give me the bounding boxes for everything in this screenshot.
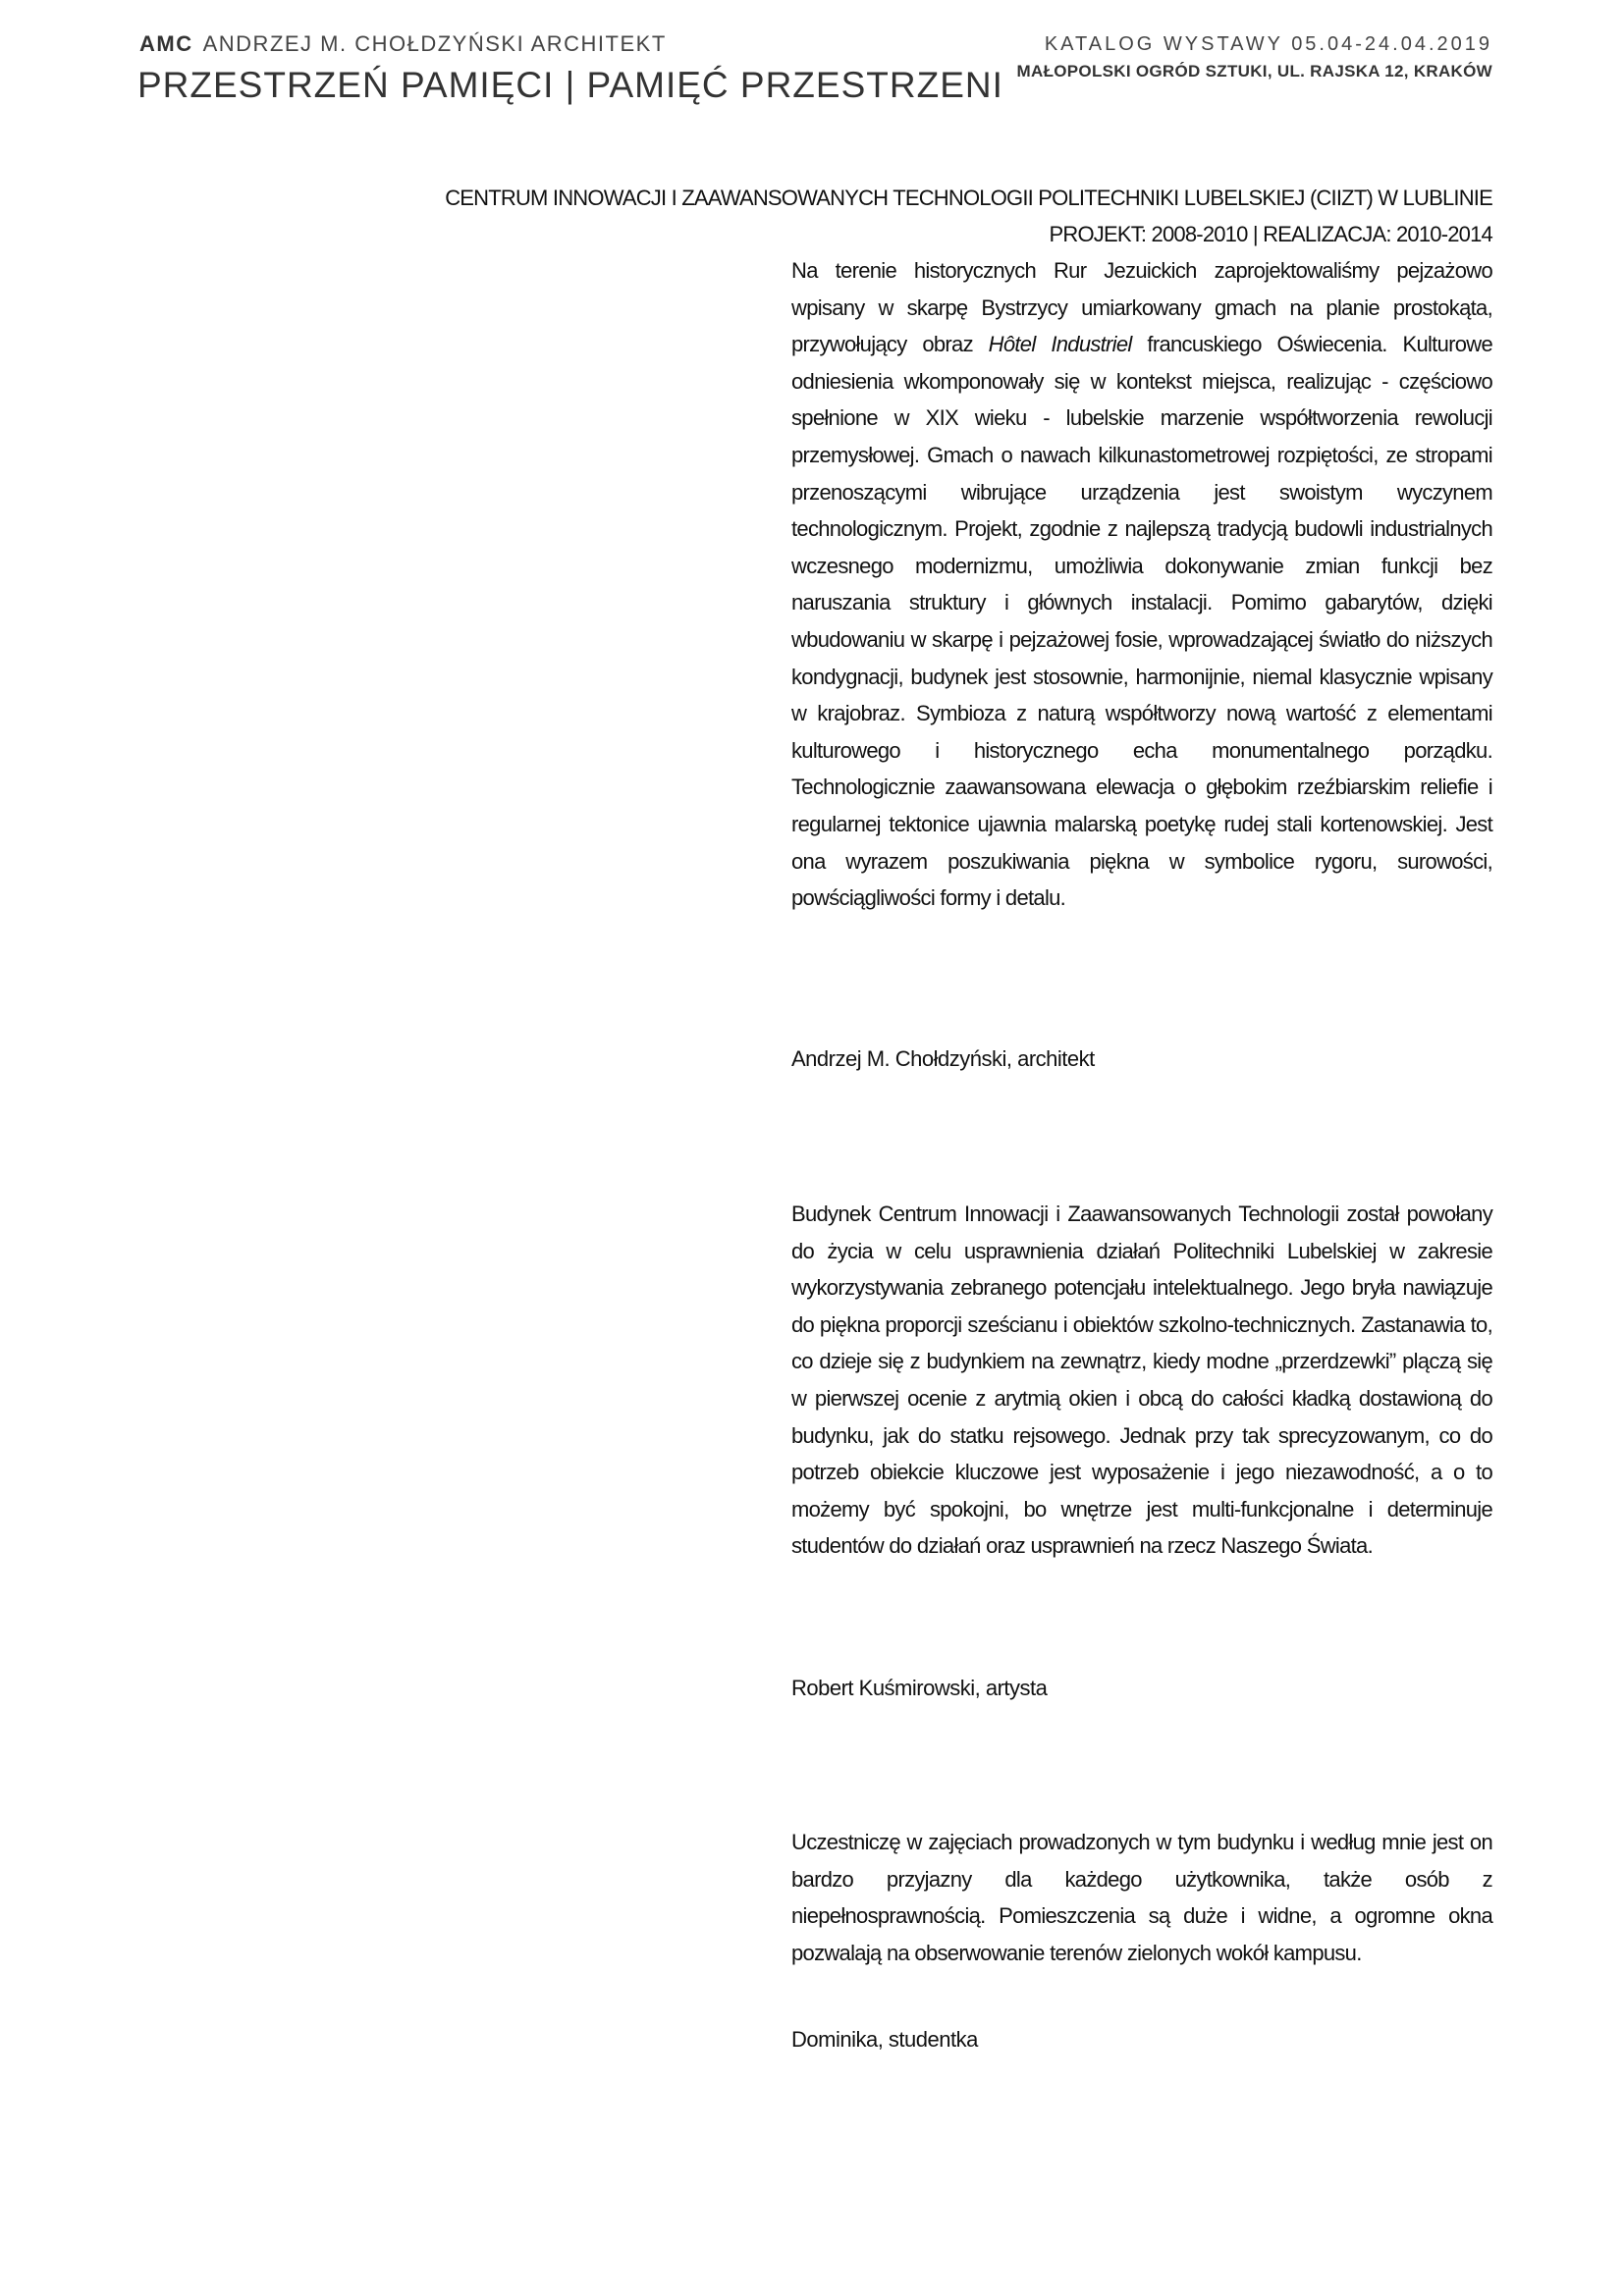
venue-label: MAŁOPOLSKI OGRÓD SZTUKI, UL. RAJSKA 12, KRAKÓW bbox=[1016, 62, 1492, 80]
paragraph-text: francuskiego Oświecenia. Kulturowe odniesienia wkomponowały się w kontekst miejsca, realizując - częściowo spełnione w XIX wieku - lubelskie marzenie współtworzenia rewolucji przemysłowej. Gmach o nawach kilkunastometrowej rozpiętości, ze stropami przenoszącymi wibrujące urządzenia jest swoistym wyczynem technologicznym. Projekt, zgodnie z najlepszą tradycją budowli industrialnych wczesnego modernizmu, umożliwia dokonywanie zmian funkcji bez naruszania struktury i głównych instalacji. Pomimo gabarytów, dzięki wbudowaniu w skarpę i pejzażowej fosie, wprowadzającej światło do niższych kondygnacji, budynek jest stosownie, harmonijnie, niemal klasycznie wpisany w krajobraz. Symbioza z naturą współtworzy nową wartość z elementami kulturowego i historycznego echa monumentalnego porządku. Technologicznie zaawansowana elewacja o głębokim rzeźbiarskim reliefie i regularnej tektonice ujawnia malarską poetykę rudej stali kortenowskiej. Jest ona wyrazem poszukiwania piękna w symbolice rygoru, surowości, powściągliwości formy i detalu. bbox=[791, 332, 1493, 911]
catalog-label: KATALOG WYSTAWY 05.04-24.04.2019 bbox=[1044, 33, 1492, 55]
section-student-text bbox=[791, 1824, 1492, 1971]
signature-student: Dominika, studentka bbox=[791, 2027, 978, 2052]
project-title: CENTRUM INNOWACJI I ZAAWANSOWANYCH TECHNOLOGII POLITECHNIKI LUBELSKIEJ (CIIZT) W LUBLINIE bbox=[445, 186, 1492, 210]
paragraph: Budynek Centrum Innowacji i Zaawansowanych Technologii został powołany do życia w celu usprawnienia działań Politechniki Lubelskiej w zakresie wykorzystywania zebranego potencjału intelektualnego. Jego bryła nawiązuje do piękna proporcji sześcianu i obiektów szkolno-technicznych. Zastanawia to, co dzieje się z budynkiem na zewnątrz, kiedy modne „przerdzewki” plączą się w pierwszej ocenie z arytmią okien i obcą do całości kładką dostawioną do budynku, jak do statku rejsowego. Jednak przy tak sprecyzowanym, co do potrzeb obiekcie kluczowe jest wyposażenie i jego niezawodność, a o to możemy być spokojni, bo wnętrze jest multi-funkcjonalne i determinuje studentów do działań oraz usprawnień na rzecz Naszego Świata. bbox=[791, 1201, 1492, 1559]
section-artist-text bbox=[791, 1196, 1492, 1565]
paragraph bbox=[791, 252, 1492, 917]
header-author-line bbox=[139, 31, 667, 57]
paragraph: Uczestniczę w zajęciach prowadzonych w tym budynku i według mnie jest on bardzo przyjazny dla każdego użytkownika, także osób z niepełnosprawnością. Pomieszczenia są duże i widne, a ogromne okna pozwalają na obserwowanie terenów zielonych wokół kampusu. bbox=[791, 1830, 1492, 1965]
project-dates: PROJEKT: 2008-2010 | REALIZACJA: 2010-2014 bbox=[1049, 222, 1492, 246]
signature-artist: Robert Kuśmirowski, artysta bbox=[791, 1676, 1048, 1700]
author-name: ANDRZEJ M. CHOŁDZYŃSKI ARCHITEKT bbox=[202, 31, 667, 56]
signature-architect: Andrzej M. Chołdzyński, architekt bbox=[791, 1046, 1095, 1071]
section-architect-text bbox=[791, 252, 1492, 917]
italic-term: Hôtel Industriel bbox=[988, 332, 1132, 357]
project-title-block bbox=[445, 180, 1492, 252]
paragraph-text: Na terenie historycznych Rur Jezuickich zaprojektowaliśmy pejzażowo wpisany w skarpę Bystrzycy umiarkowany gmach na planie prostokąta, przywołujący obraz bbox=[791, 258, 1492, 357]
exhibition-title: PRZESTRZEŃ PAMIĘCI | PAMIĘĆ PRZESTRZENI bbox=[137, 65, 1003, 105]
amc-logo: AMC bbox=[139, 31, 193, 56]
